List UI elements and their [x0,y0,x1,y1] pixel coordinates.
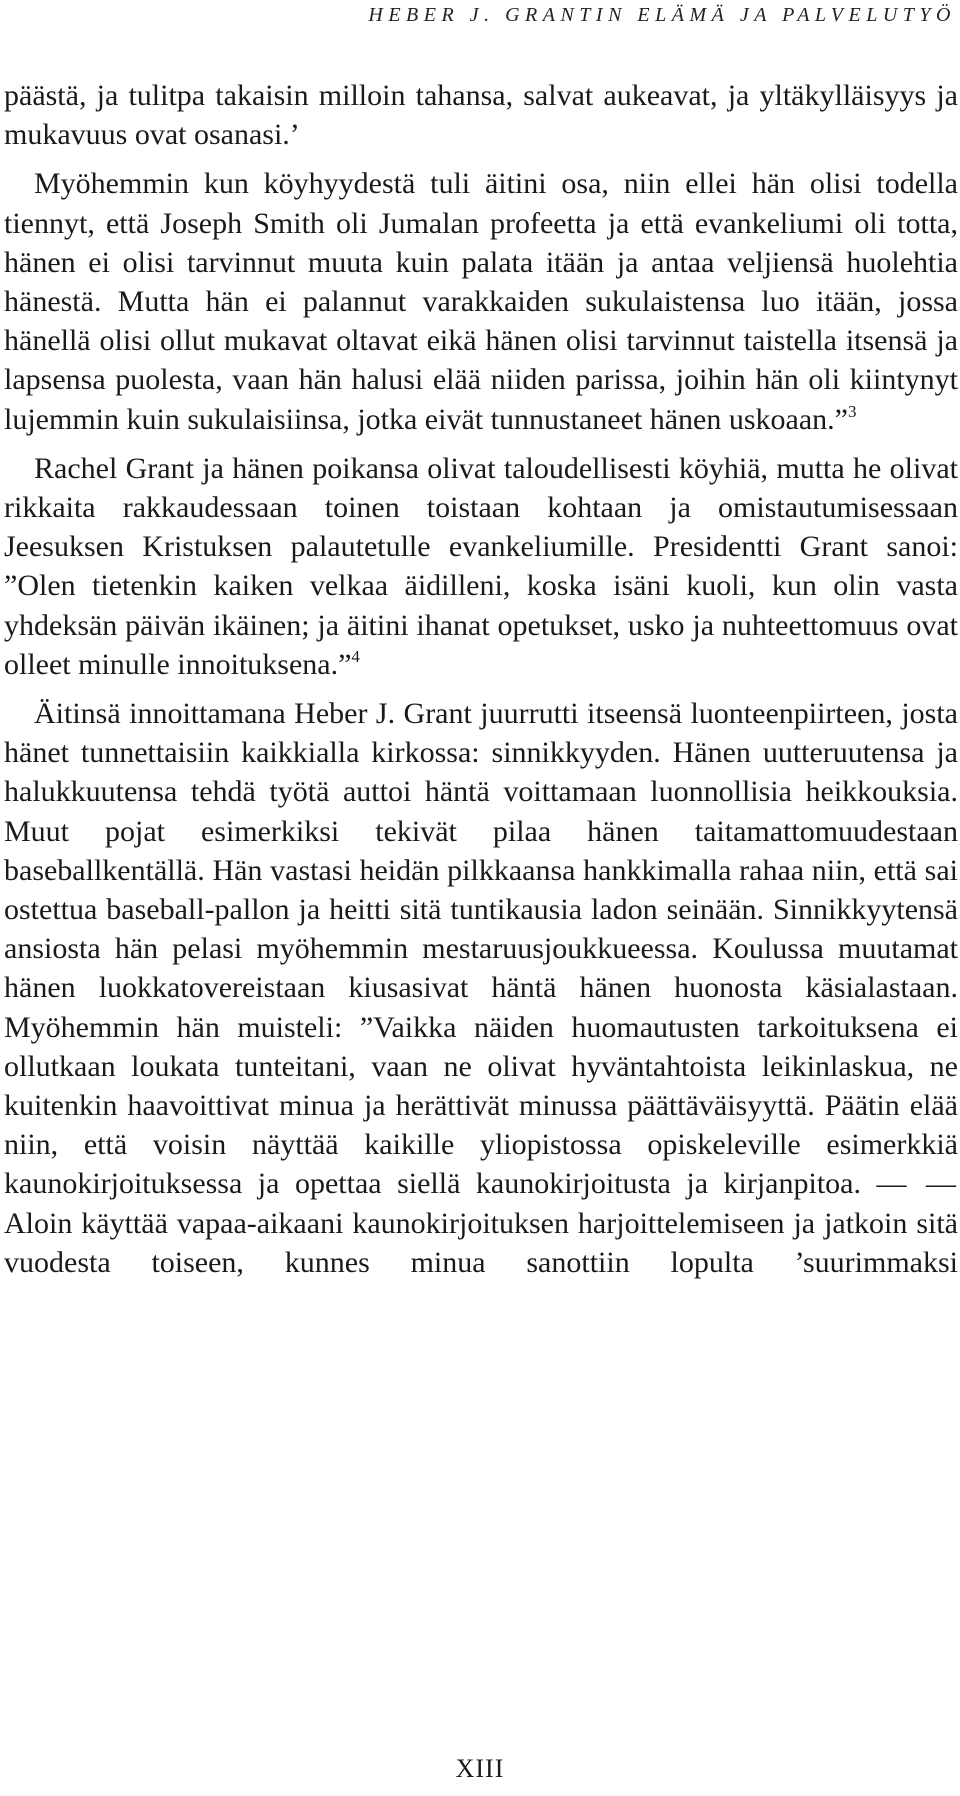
footnote-marker: 3 [847,401,857,421]
body-text [4,76,958,1282]
paragraph-text-continued: Aloin käyttää vapaa-aikaani kaunokirjoituksen harjoittelemiseen ja jatkoin sitä vuodesta toiseen, kunnes minua sanottiin lopulta ’suurimmaksi [4,1206,958,1279]
paragraph-continuation: päästä, ja tulitpa takaisin milloin tahansa, salvat aukeavat, ja yltäkylläisyys ja mukavuus ovat osanasi.’ [4,79,958,152]
paragraph-perseverance [4,694,958,1282]
em-dash-ellipsis: — — [876,1167,959,1201]
page-number: XIII [455,1754,505,1783]
paragraph-mother-faith [4,164,958,438]
running-header: HEBER J. GRANTIN ELÄMÄ JA PALVELUTYÖ [368,4,956,26]
paragraph-text: Äitinsä innoittamana Heber J. Grant juurrutti itseensä luonteenpiirteen, josta hänet tunnettaisiin kaikkialla kirkossa: sinnikkyyden. Hänen uutteruutensa ja halukkuutensa tehdä työtä auttoi häntä voittamaan luonnollisia heikkouksia. Muut pojat esimerkiksi tekivät pilaa hänen taitamattomuudestaan baseballkentällä. Hän vastasi heidän pilkkaansa hankkimalla rahaa niin, että sai ostettua baseball-pallon ja heitti sitä tuntikausia ladon seinään. Sinnikkyytensä ansiosta hän pelasi myöhemmin mestaruusjoukkueessa. Koulussa muutamat hänen luokkatovereistaan kiusasivat häntä hänen huonosta käsialastaan. Myöhemmin hän muisteli: ”Vaikka näiden huomautusten tarkoituksena ei ollutkaan loukata tunteitani, vaan ne olivat hyväntahtoista leikinlaskua, ne kuitenkin haavoittivat minua ja herättivät minussa päättäväisyyttä. Päätin elää niin, että voisin näyttää kaikille yliopistossa opiskeleville esimerkkiä kaunokirjoituksessa ja opettaa siellä kaunokirjoitusta ja kirjanpitoa. [4,697,958,1201]
paragraph-text: Rachel Grant ja hänen poikansa olivat taloudellisesti köyhiä, mutta he olivat rikkaita rakkaudessaan toinen toistaan kohtaan ja omistautumisessaan Jeesuksen Kristuksen palautetulle evankeliumille. Presidentti Grant sanoi: ”Olen tietenkin kaiken velkaa äidilleni, koska isäni kuoli, kun olin vasta yhdeksän päivän ikäinen; ja äitini ihanat opetukset, usko ja nuhteettomuus ovat olleet minulle innoituksena.” [4,451,958,681]
paragraph-rachel-grant [4,449,958,684]
footnote-marker: 4 [351,646,360,666]
paragraph-text: Myöhemmin kun köyhyydestä tuli äitini osa, niin ellei hän olisi todella tiennyt, että Joseph Smith oli Jumalan profeetta ja että evankeliumi oli totta, hänen ei olisi tarvinnut muuta kuin palata itään ja antaa veljiensä huolehtia hänestä. Mutta hän ei palannut varakkaiden sukulaistensa luo itään, jossa hänellä olisi ollut mukavat oltavat eikä hänen olisi tarvinnut taistella itsensä ja lapsensa puolesta, vaan hän halusi elää niiden parissa, joihin hän oli kiintynyt lujemmin kuin sukulaisiinsa, jotka eivät tunnustaneet hänen uskoaan.” [4,167,958,436]
